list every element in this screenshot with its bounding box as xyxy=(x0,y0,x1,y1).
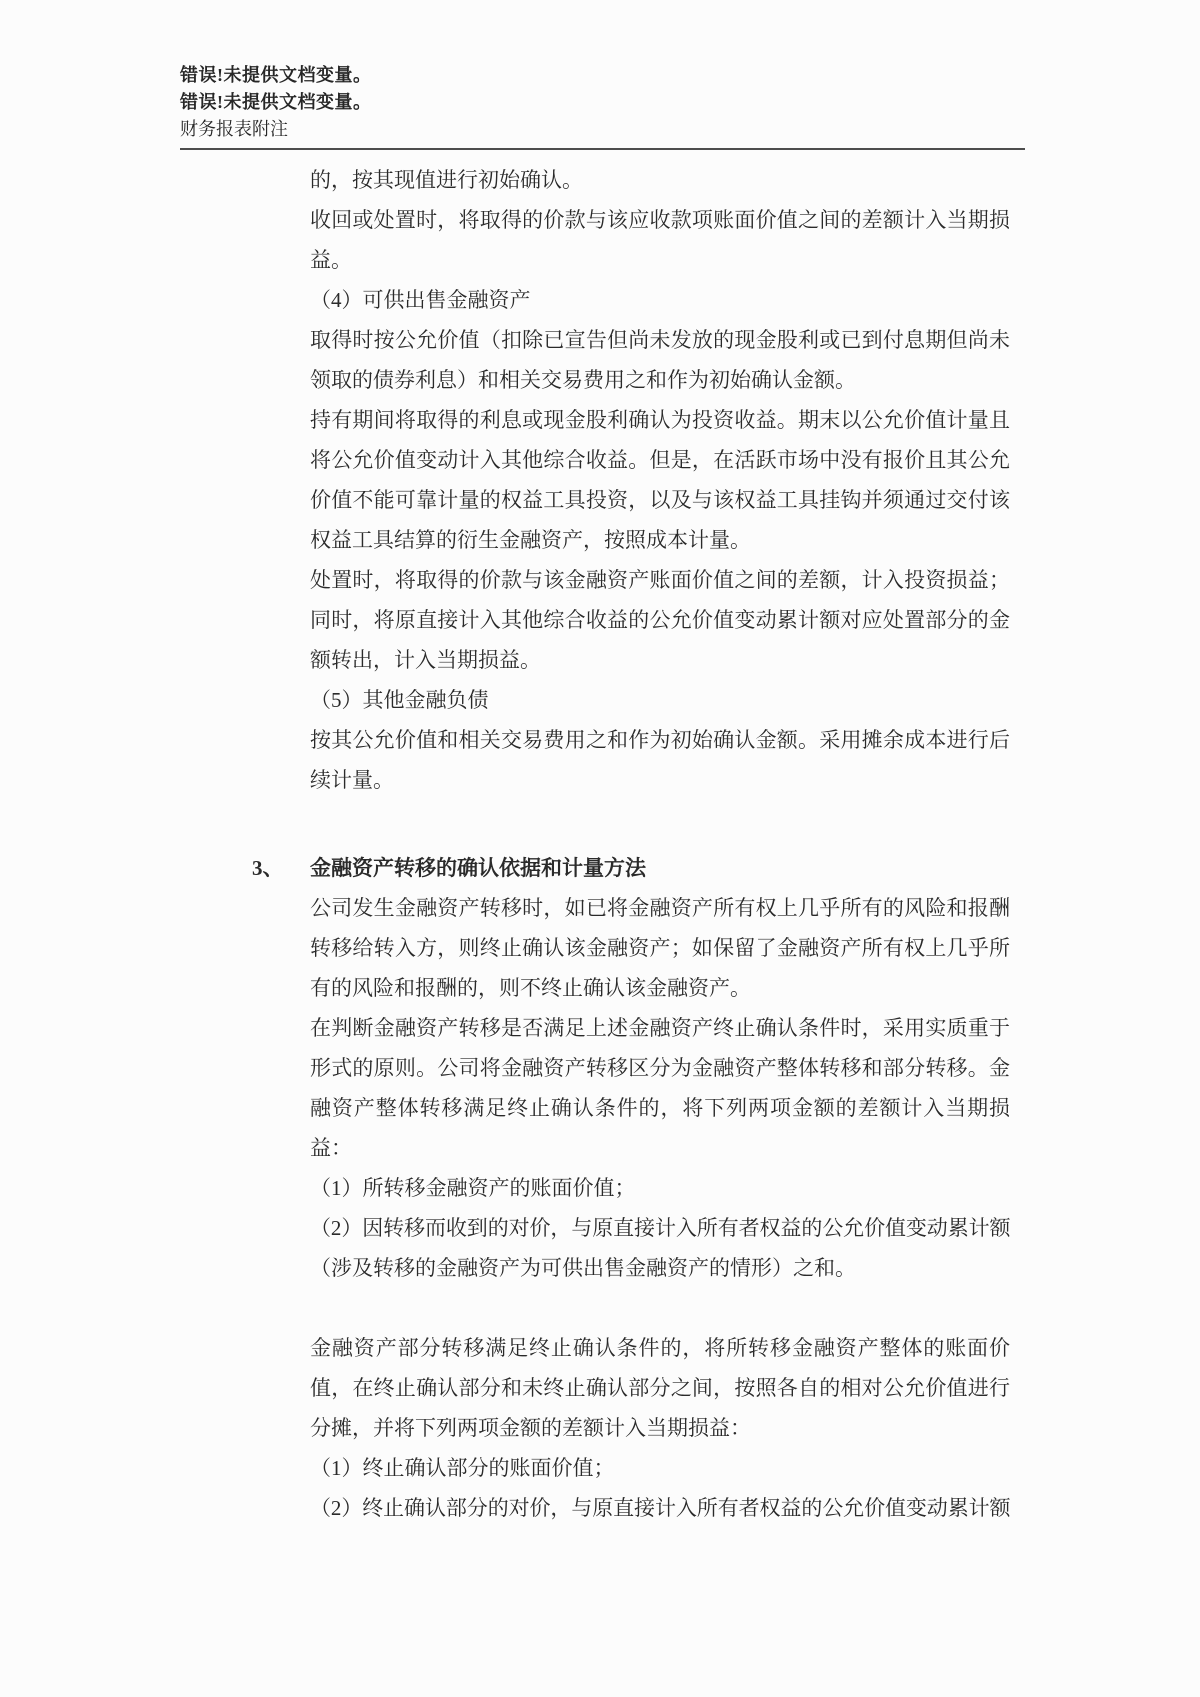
header-section-title: 财务报表附注 xyxy=(180,119,288,139)
text-line: 有的风险和报酬的，则不终止确认该金融资产。 xyxy=(310,976,751,1000)
text-line: 益。 xyxy=(310,248,352,272)
text-line: 价值不能可靠计量的权益工具投资，以及与该权益工具挂钩并须通过交付该 xyxy=(310,488,1010,512)
text-line: （1）终止确认部分的账面价值； xyxy=(310,1456,615,1480)
text-line: 转移给转入方，则终止确认该金融资产；如保留了金融资产所有权上几乎所 xyxy=(310,936,1010,960)
text-line: 权益工具结算的衍生金融资产，按照成本计量。 xyxy=(310,528,751,552)
blank-line xyxy=(310,1288,1010,1328)
section-heading-text: 金融资产转移的确认依据和计量方法 xyxy=(310,856,646,880)
text-line: 公司发生金融资产转移时，如已将金融资产所有权上几乎所有的风险和报酬 xyxy=(310,896,1010,920)
text-line: 分摊，并将下列两项金额的差额计入当期损益： xyxy=(310,1416,751,1440)
text-line: （1）所转移金融资产的账面价值； xyxy=(310,1176,636,1200)
text-line: 形式的原则。公司将金融资产转移区分为金融资产整体转移和部分转移。金 xyxy=(310,1056,1010,1080)
text-line: （4）可供出售金融资产 xyxy=(310,288,531,312)
text-line: 在判断金融资产转移是否满足上述金融资产终止确认条件时，采用实质重于 xyxy=(310,1016,1010,1040)
text-line: 将公允价值变动计入其他综合收益。但是，在活跃市场中没有报价且其公允 xyxy=(310,448,1010,472)
text-line: 益： xyxy=(310,1136,352,1160)
text-line: 续计量。 xyxy=(310,768,394,792)
text-line: 取得时按公允价值（扣除已宣告但尚未发放的现金股利或已到付息期但尚未 xyxy=(310,328,1010,352)
text-line: 的，按其现值进行初始确认。 xyxy=(310,168,583,192)
text-line: 持有期间将取得的利息或现金股利确认为投资收益。期末以公允价值计量且 xyxy=(310,408,1010,432)
text-line: （2）终止确认部分的对价，与原直接计入所有者权益的公允价值变动累计额 xyxy=(310,1496,1010,1520)
text-line: （5）其他金融负债 xyxy=(310,688,489,712)
text-line: 额转出，计入当期损益。 xyxy=(310,648,541,672)
text-line: （涉及转移的金融资产为可供出售金融资产的情形）之和。 xyxy=(310,1256,856,1280)
text-line: 按其公允价值和相关交易费用之和作为初始确认金额。采用摊余成本进行后 xyxy=(310,728,1010,752)
header-doc-var-error-1: 错误!未提供文档变量。 xyxy=(180,65,372,85)
header-doc-var-error-2: 错误!未提供文档变量。 xyxy=(180,92,372,112)
document-body xyxy=(252,160,1010,1528)
text-line: 金融资产部分转移满足终止确认条件的，将所转移金融资产整体的账面价 xyxy=(310,1336,1010,1360)
section-heading xyxy=(252,848,1010,888)
text-line: 处置时，将取得的价款与该金融资产账面价值之间的差额，计入投资损益； xyxy=(310,568,1010,592)
blank-line xyxy=(310,800,1010,840)
text-line: 领取的债券利息）和相关交易费用之和作为初始确认金额。 xyxy=(310,368,856,392)
text-line: 融资产整体转移满足终止确认条件的，将下列两项金额的差额计入当期损 xyxy=(310,1096,1010,1120)
text-line: 同时，将原直接计入其他综合收益的公允价值变动累计额对应处置部分的金 xyxy=(310,608,1010,632)
page-header xyxy=(180,62,1025,150)
text-line: 收回或处置时，将取得的价款与该应收款项账面价值之间的差额计入当期损 xyxy=(310,208,1010,232)
section-number: 3、 xyxy=(252,856,284,880)
text-line: （2）因转移而收到的对价，与原直接计入所有者权益的公允价值变动累计额 xyxy=(310,1216,1010,1240)
text-line: 值，在终止确认部分和未终止确认部分之间，按照各自的相对公允价值进行 xyxy=(310,1376,1010,1400)
